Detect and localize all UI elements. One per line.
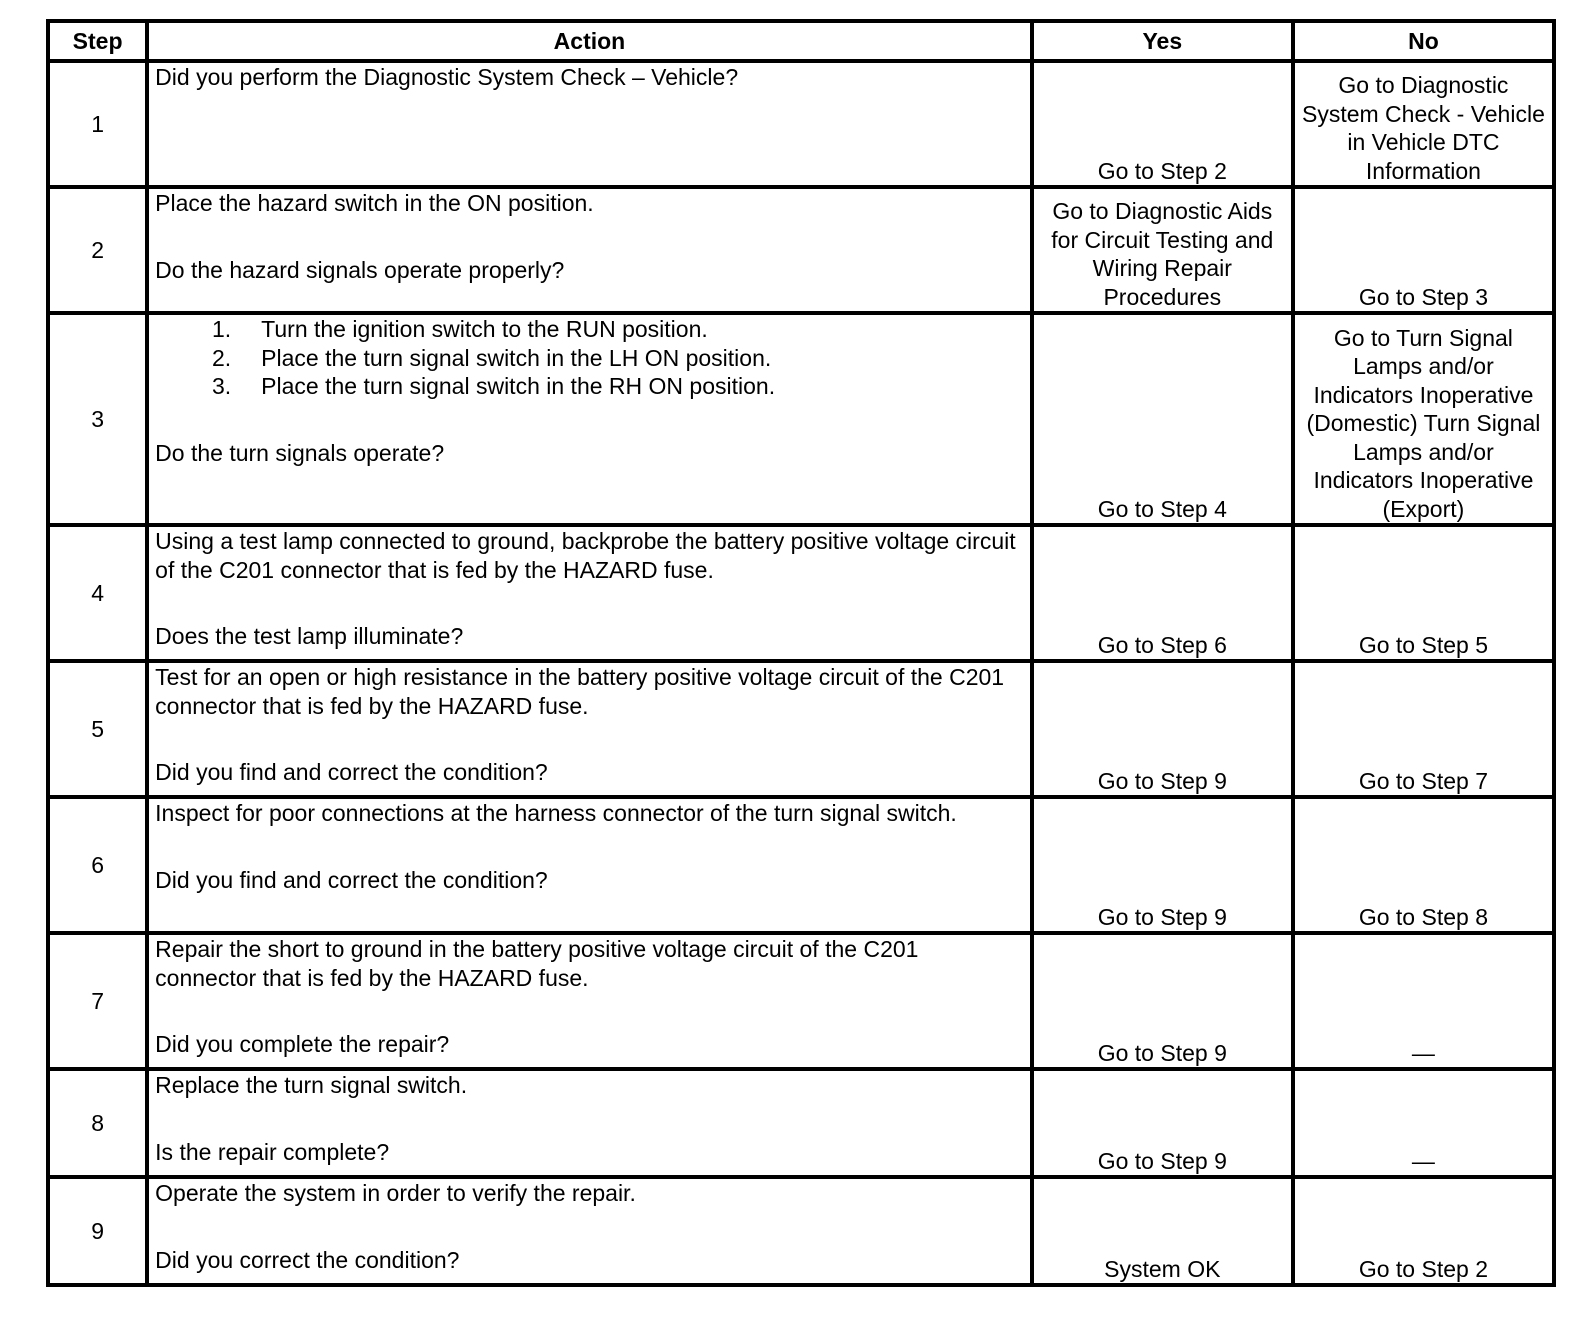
header-action: Action <box>147 21 1032 61</box>
substep-item <box>155 372 1024 401</box>
substep-number: 2. <box>211 344 232 371</box>
action-text: Test for an open or high resistance in the battery positive voltage circuit of the C201 connector that is fed by the HAZARD fuse. <box>155 664 1005 719</box>
diagnostic-table-container <box>46 19 1556 1287</box>
yes-cell: System OK <box>1032 1177 1293 1285</box>
substep-text: Place the turn signal switch in the RH ON position. <box>261 373 776 399</box>
action-question: Did you find and correct the condition? <box>155 866 548 893</box>
table-row <box>48 797 1554 933</box>
substep-number: 1. <box>211 316 232 342</box>
diagnostic-table <box>46 19 1556 1287</box>
header-yes: Yes <box>1032 21 1293 61</box>
step-number: 6 <box>48 797 147 933</box>
action-question: Did you find and correct the condition? <box>155 759 548 785</box>
step-number: 8 <box>48 1069 147 1177</box>
action-text: Inspect for poor connections at the harness connector of the turn signal switch. <box>155 800 957 826</box>
action-cell <box>147 797 1032 933</box>
action-cell <box>147 313 1032 525</box>
table-row <box>48 661 1554 797</box>
yes-cell: Go to Step 9 <box>1032 797 1293 933</box>
header-step: Step <box>48 21 147 61</box>
step-number: 4 <box>48 525 147 661</box>
step-number: 3 <box>48 313 147 525</box>
action-cell <box>147 661 1032 797</box>
step-number: 9 <box>48 1177 147 1285</box>
action-cell <box>147 1177 1032 1285</box>
yes-cell: Go to Step 2 <box>1032 61 1293 187</box>
table-row <box>48 1069 1554 1177</box>
no-cell: Go to Diagnostic System Check - Vehicle in Vehicle DTC Information <box>1293 61 1554 187</box>
header-no: No <box>1293 21 1554 61</box>
substep-number: 3. <box>211 373 232 399</box>
yes-cell: Go to Step 9 <box>1032 1069 1293 1177</box>
substep-item <box>155 344 1024 373</box>
action-text: Repair the short to ground in the battery positive voltage circuit of the C201 connector that is fed by the HAZARD fuse. <box>155 936 919 991</box>
action-cell <box>147 1069 1032 1177</box>
step-number: 7 <box>48 933 147 1069</box>
substep-item <box>155 315 1024 344</box>
header-row <box>48 21 1554 61</box>
no-cell: Go to Step 5 <box>1293 525 1554 661</box>
yes-cell: Go to Step 4 <box>1032 313 1293 525</box>
no-cell: Go to Turn Signal Lamps and/or Indicators Inoperative (Domestic) Turn Signal Lamps and/or Indicators Inoperative (Export) <box>1293 313 1554 525</box>
action-question: Did you complete the repair? <box>155 1031 450 1057</box>
table-row <box>48 187 1554 313</box>
no-cell: Go to Step 7 <box>1293 661 1554 797</box>
action-question: Did you correct the condition? <box>155 1246 460 1273</box>
no-cell: — <box>1293 1069 1554 1177</box>
no-cell: Go to Step 8 <box>1293 797 1554 933</box>
action-cell <box>147 61 1032 187</box>
step-number: 5 <box>48 661 147 797</box>
action-question: Does the test lamp illuminate? <box>155 623 464 649</box>
action-text: Operate the system in order to verify the repair. <box>155 1180 636 1206</box>
substep-text: Turn the ignition switch to the RUN position. <box>261 316 708 342</box>
action-text: Using a test lamp connected to ground, backprobe the battery positive voltage circuit of the C201 connector that is fed by the HAZARD fuse. <box>155 528 1016 583</box>
table-row <box>48 1177 1554 1285</box>
yes-cell: Go to Step 9 <box>1032 933 1293 1069</box>
step-number: 1 <box>48 61 147 187</box>
yes-cell: Go to Step 6 <box>1032 525 1293 661</box>
step-number: 2 <box>48 187 147 313</box>
action-question: Do the turn signals operate? <box>155 439 445 466</box>
substep-text: Place the turn signal switch in the LH ON position. <box>261 344 772 371</box>
action-text: Replace the turn signal switch. <box>155 1072 468 1098</box>
action-text: Did you perform the Diagnostic System Check – Vehicle? <box>155 64 739 90</box>
yes-cell: Go to Step 9 <box>1032 661 1293 797</box>
no-cell: — <box>1293 933 1554 1069</box>
action-question: Is the repair complete? <box>155 1138 390 1165</box>
action-question: Do the hazard signals operate properly? <box>155 256 565 283</box>
action-cell <box>147 525 1032 661</box>
action-cell <box>147 187 1032 313</box>
action-text: Place the hazard switch in the ON position. <box>155 190 594 216</box>
table-row <box>48 933 1554 1069</box>
substep-list <box>155 315 1024 401</box>
yes-cell: Go to Diagnostic Aids for Circuit Testing and Wiring Repair Procedures <box>1032 187 1293 313</box>
no-cell: Go to Step 3 <box>1293 187 1554 313</box>
action-cell <box>147 933 1032 1069</box>
no-cell: Go to Step 2 <box>1293 1177 1554 1285</box>
table-row <box>48 61 1554 187</box>
table-row <box>48 313 1554 525</box>
table-row <box>48 525 1554 661</box>
